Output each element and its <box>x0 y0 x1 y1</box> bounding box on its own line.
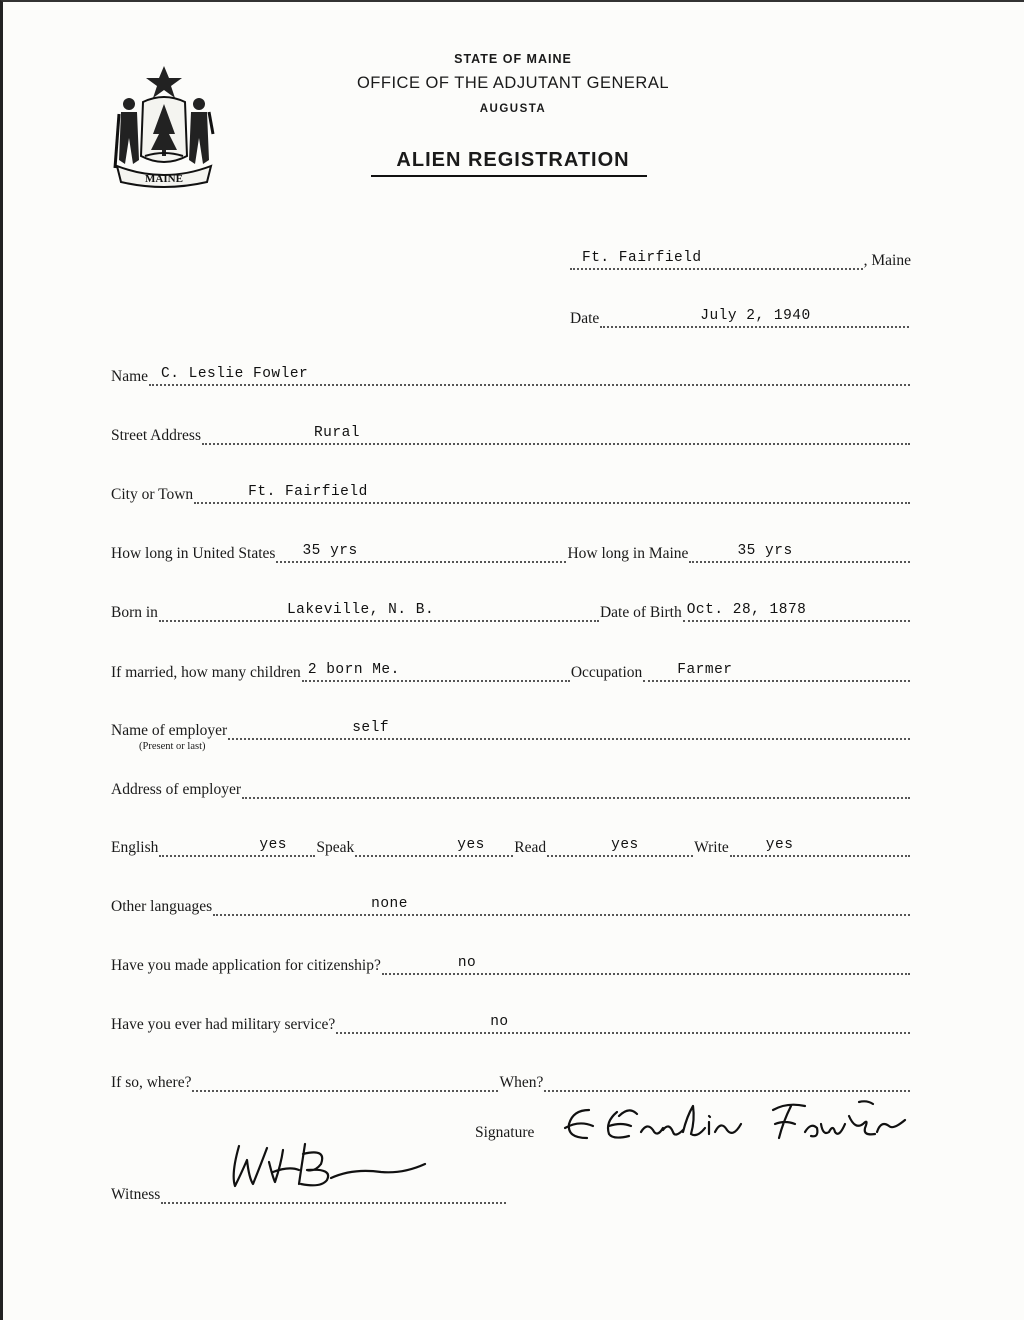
seal-text: MAINE <box>145 173 183 185</box>
occupation-value: Farmer <box>677 662 733 678</box>
date-row <box>570 308 910 328</box>
citizenship-field[interactable] <box>382 955 910 975</box>
city-label: City or Town <box>111 486 194 503</box>
other-languages-row <box>111 896 911 916</box>
employer-address-row <box>111 779 911 799</box>
street-value: Rural <box>313 425 360 441</box>
place-row <box>569 250 911 270</box>
children-value: 2 born Me. <box>307 662 400 678</box>
military-field[interactable] <box>336 1014 910 1034</box>
place-field[interactable] <box>570 250 863 270</box>
employer-address-field[interactable] <box>242 779 910 799</box>
office-heading: OFFICE OF THE ADJUTANT GENERAL <box>356 74 670 92</box>
where-field[interactable] <box>192 1072 498 1092</box>
city-row <box>111 484 911 504</box>
employer-field[interactable] <box>228 720 910 740</box>
occupation-field[interactable] <box>643 662 910 682</box>
children-field[interactable] <box>302 662 570 682</box>
maine-time-value: 35 yrs <box>737 543 793 559</box>
service-row <box>111 1072 911 1092</box>
english-field[interactable] <box>159 837 315 857</box>
city-heading: AUGUSTA <box>479 103 547 115</box>
place-value: Ft. Fairfield <box>582 250 702 266</box>
street-label: Street Address <box>111 427 201 444</box>
signature-label: Signature <box>475 1124 535 1141</box>
street-field[interactable] <box>202 425 910 445</box>
citizenship-label: Have you made application for citizenship? <box>111 957 381 974</box>
read-field[interactable] <box>547 837 693 857</box>
dob-field[interactable] <box>683 602 910 622</box>
military-value: no <box>490 1014 509 1030</box>
born-label: Born in <box>111 604 158 621</box>
name-field[interactable] <box>149 366 910 386</box>
us-time-value: 35 yrs <box>302 543 358 559</box>
citizenship-value: no <box>457 955 477 971</box>
date-field[interactable] <box>600 308 909 328</box>
read-value: yes <box>611 837 639 853</box>
us-time-label: How long in United States <box>111 545 276 562</box>
dob-value: Oct. 28, 1878 <box>686 602 807 618</box>
children-label: If married, how many children <box>111 664 301 681</box>
residence-row <box>111 543 911 563</box>
title-underline <box>371 175 647 177</box>
state-heading: STATE OF MAINE <box>454 52 572 66</box>
english-label: English <box>111 839 159 856</box>
citizenship-row <box>111 955 911 975</box>
speak-value: yes <box>457 837 485 853</box>
state-seal-icon <box>109 64 219 190</box>
city-field[interactable] <box>194 484 910 504</box>
name-value: C. Leslie Fowler <box>161 366 309 382</box>
city-value: Ft. Fairfield <box>248 484 368 500</box>
where-label: If so, where? <box>111 1074 192 1091</box>
form-title: ALIEN REGISTRATION <box>396 149 630 171</box>
place-suffix: , Maine <box>863 252 911 269</box>
birth-row <box>111 602 911 622</box>
witness-label: Witness <box>111 1186 161 1203</box>
read-label: Read <box>514 839 547 856</box>
employer-address-label: Address of employer <box>111 781 241 798</box>
write-field[interactable] <box>730 837 910 857</box>
when-label: When? <box>499 1074 544 1091</box>
born-field[interactable] <box>159 602 599 622</box>
signature-handwriting <box>559 1096 919 1148</box>
occupation-label: Occupation <box>570 664 643 681</box>
date-value: July 2, 1940 <box>700 308 811 324</box>
date-label: Date <box>570 310 600 327</box>
write-value: yes <box>765 837 794 853</box>
speak-field[interactable] <box>355 837 513 857</box>
write-label: Write <box>694 839 729 856</box>
maine-time-field[interactable] <box>689 543 910 563</box>
employer-row <box>111 720 911 740</box>
other-languages-value: none <box>371 896 408 912</box>
witness-handwriting <box>203 1134 443 1198</box>
born-value: Lakeville, N. B. <box>286 602 435 618</box>
english-value: yes <box>259 837 287 853</box>
military-label: Have you ever had military service? <box>111 1016 336 1033</box>
speak-label: Speak <box>316 839 355 856</box>
dob-label: Date of Birth <box>599 604 682 621</box>
other-languages-field[interactable] <box>213 896 910 916</box>
name-label: Name <box>111 368 149 385</box>
language-skills-row <box>111 837 911 857</box>
military-row <box>111 1014 911 1034</box>
other-languages-label: Other languages <box>111 898 213 915</box>
us-time-field[interactable] <box>276 543 566 563</box>
employer-sublabel: (Present or last) <box>139 741 206 752</box>
name-row <box>111 366 911 386</box>
children-row <box>111 662 911 682</box>
street-row <box>111 425 911 445</box>
employer-value: self <box>352 720 390 736</box>
when-field[interactable] <box>544 1072 910 1092</box>
employer-label: Name of employer <box>111 722 228 739</box>
maine-time-label: How long in Maine <box>567 545 689 562</box>
